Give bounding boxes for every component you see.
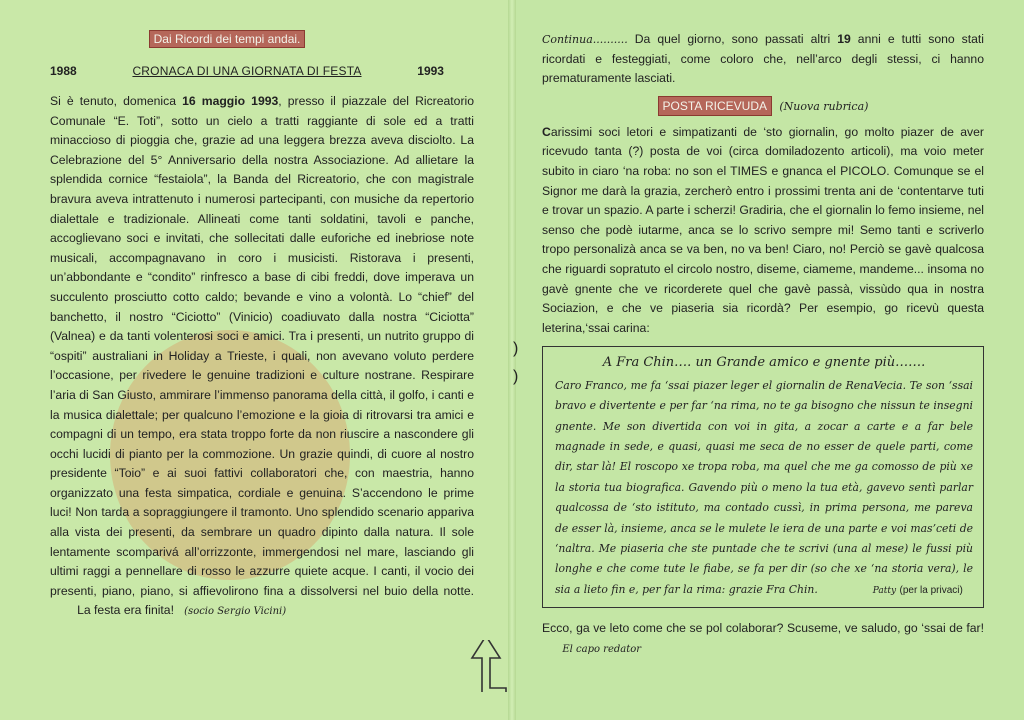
years-count: 19 xyxy=(837,32,851,46)
article-date: 16 maggio 1993 xyxy=(182,94,279,108)
drop-letter: C xyxy=(542,124,551,139)
letter-signer: Patty xyxy=(872,585,897,596)
year-left: 1988 xyxy=(50,64,77,78)
section-subtitle: (Nuova rubrica) xyxy=(779,99,869,113)
article-body xyxy=(50,92,474,622)
continua-label: Continua.......... xyxy=(542,33,628,46)
title-row xyxy=(50,64,474,78)
gutter-mark-top: ) xyxy=(513,340,519,357)
continuation-text: Da quel giorno, sono passati altri xyxy=(627,32,838,46)
closing-line: Ecco, ga ve leto come che se pol colaborar? Scuseme, ve saludo, go ‘ssai de far! xyxy=(542,621,984,636)
article-end: La festa era finita! xyxy=(77,603,174,618)
article-title: CRONACA DI UNA GIORNATA DI FESTA xyxy=(132,64,362,78)
section-heading xyxy=(542,99,984,113)
reader-letter-box xyxy=(542,346,984,608)
continuation xyxy=(542,30,984,89)
article-text-start: Si è tenuto, domenica xyxy=(50,94,183,108)
letter-heading: A Fra Chin…. un Grande amico e gnente più……. xyxy=(602,355,926,371)
page-gutter xyxy=(508,0,519,720)
letter-body xyxy=(555,376,973,601)
continue-arrow-icon xyxy=(450,640,514,692)
article-text: , presso il piazzale del Ricreatorio Comunale “E. Toti”, sotto un cielo a tratti raggiante di sole ed a tratti minaccioso di pioggia che, grazie ad una leggera brezza aveva disciolto. La Celebrazione del 5° Anniversario della nostra Associazione. Ad allietare la splendida cornice “festaiola”, la Banda del Ricreatorio, che con magistrale bravura aveva intrattenuto i numerosi partecipanti, con musiche da repertorio dialettale e tradizionale. Allineati come tanti soldatini, tavoli e panche, accoglievano soci e invitati, che sollecitati dalle euforiche ed inebriose note musicali, accompagnavano in coro i musicisti. Ristorava i presenti, un’abbondante e “condito” rinfresco a base di cibi freddi, dove imperava un succulento prosciutto cotto caldo; bevande e vino a volontà. Lo “chief” del banchetto, il nostro “Ciciotto” (Vinicio) coadiuvato dalla nostra “Ciciotta” (Valnea) e da tanti volenterosi soci e amici. Tra i presenti, un nutrito gruppo di “ospiti” australiani in Holiday a Trieste, i quali, non avevano voluto perdere l’occasione, per rivedere le genuine tradizioni e culture nostrane. Respirare l’aria di San Giusto, ammirare l’immenso panorama della città, il golfo, i canti e la musica dialettale; per qualcuno l’emozione e la gioia di ritrovarsi tra amici e compagni di un tempo, era stata troppo forte da non riuscire a nascondere gli occhi lucidi di pianto per la commozione. Un grazie quindi, di cuore al nostro presidente “Toio” e ai suoi fattivi collaboratori che, con maestria, hanno organizzato una festa simpatica, cordiale e genuina. S’accendono le prime luci! Non tarda a sopraggiungere il tramonto. Uno splendido scenario appariva alla vista dei presenti, da sembrare un quadro dipinto dalla natura. Il sole lentamente scomparivá all’orrizzonte, immergendosi nel mare, lasciando gli ultimi raggi a pennellare di rosso le azzurre quiete acque. I canti, il vocio dei presenti, piano, piano, si affievolirono fina a dissolversi nel buio della notte. xyxy=(50,94,475,598)
letter-note: (per la privaci) xyxy=(899,584,963,596)
author-signature: (socio Sergio Vicini) xyxy=(184,606,287,618)
right-page xyxy=(512,0,1024,720)
mail-intro xyxy=(542,123,984,339)
header-tag: Dai Ricordi dei tempi andai. xyxy=(149,30,306,48)
editor-signature: El capo redator xyxy=(562,644,642,656)
year-right: 1993 xyxy=(417,64,444,78)
section-tag: POSTA RICEVUDA xyxy=(658,96,772,116)
letter-text: Caro Franco, me fa ‘ssai piazer leger el giornalin de RenaVecia. Te son ‘ssai bravo e divertente e per far ‘na rima, no te ga bisogno che nissun te insegni gnente. Me son divertida con voi in gita, a zocar a carte e a far bele magnade in sede, e quasi, quasi me seca de no esser de quele parti, come dir, star là! El roscopo xe tropa roba, ma quel che me ga comosso de più xe la storia tua biografica. Gavendo più o meno la tua età, gavevo sentì parlar qualcossa de ‘sto istituto, ma contado cussì, in prima persona, me pareva de esser là, insieme, anca se le mulete le iera de una parte e voi mas’ceti de ‘naltra. Me piaseria che ste puntade che te scrivi (una al mese) le fussi più longhe e che come tute le fiabe, se fa per dir (so che xe ‘na storia vera), le sia a lieto fin e, per far la rima: grazie Fra Chin. xyxy=(555,378,973,596)
gutter-mark-bottom: ) xyxy=(513,368,519,385)
mail-intro-text: arissimi soci letori e simpatizanti de ‘sto giornalin, go molto piazer de aver ricevudo tanta (?) posta de voi (circa domiladozento articoli), ma voio meter subito in ciaro ‘na roba: no son el TIMES e gnanca el PICOLO. Comunque se el Signor me darà la grazia, zercherò entro i prossimi trenta ani de ‘contentarve tuti e trovar un spazio. A parte i scherzi! Gradiria, che el giornalin lo femo insieme, nel senso che podè iutarme, anca se lo scrivo sempre mi! Semo tanti e scriverlo tropo personalizà anca se va ben, no va ben! Ciaro, no! Perciò se gavè qualcosa che riguardi sopratuto el circolo nostro, diseme, ciameme, mandeme... insoma no gavè gnente che ve ricorderete quel che gavè passà, vissùdo qua in nostra Sociazion, e che ve piaseria sia ricordà? Per esempio, go ricevù questa leterina,‘ssai carina: xyxy=(542,124,984,335)
closing-text xyxy=(542,618,984,660)
continuation-text-end: anni e tutti sono stati ricordati e festeggiati, come coloro che, nell’arco degli stessi, ci hanno prematuramente lasciati. xyxy=(542,32,984,86)
